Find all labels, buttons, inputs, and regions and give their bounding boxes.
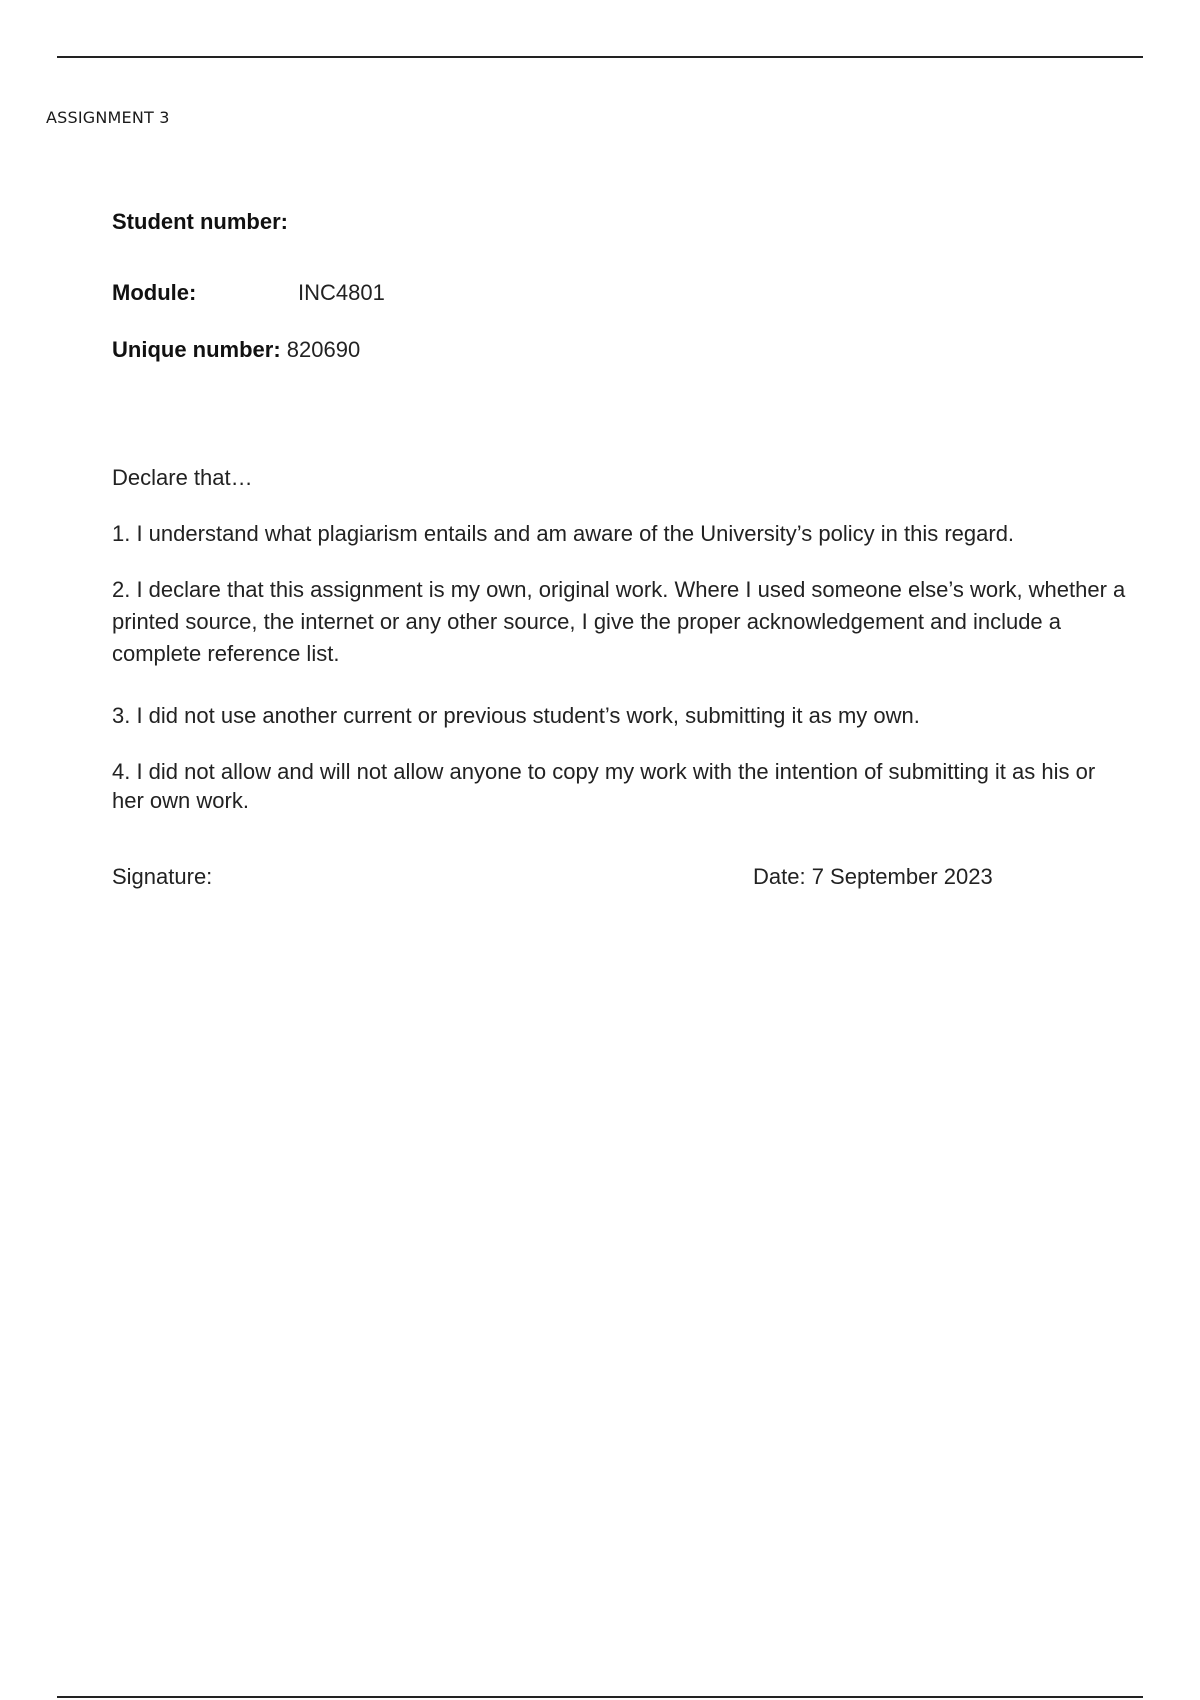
declaration-item-1: 1. I understand what plagiarism entails and am aware of the University’s policy in this regard. <box>112 521 1015 546</box>
module-value: INC4801 <box>298 280 385 305</box>
module-field <box>112 277 385 309</box>
unique-number-value: 820690 <box>286 337 361 362</box>
module-label: Module: <box>112 280 197 305</box>
declaration-item-2: 2. I declare that this assignment is my own, original work. Where I used someone else’s work, whether a printed source, the internet or any other source, I give the proper acknowledgement and include a complete reference list. <box>112 577 1126 666</box>
student-number-field <box>112 206 288 238</box>
top-divider <box>57 56 1143 58</box>
unique-number-field <box>112 334 360 366</box>
declaration-item-3: 3. I did not use another current or previous student’s work, submitting it as my own. <box>112 703 920 728</box>
assignment-header: ASSIGNMENT 3 <box>46 108 170 127</box>
bottom-divider <box>57 1696 1143 1698</box>
unique-number-label: Unique number: <box>112 337 281 362</box>
declaration-intro: Declare that… <box>112 465 253 490</box>
declaration-item-4: 4. I did not allow and will not allow anyone to copy my work with the intention of submitting it as his or her own work. <box>112 759 1096 813</box>
date-text: Date: 7 September 2023 <box>753 864 993 889</box>
student-number-label: Student number: <box>112 209 288 234</box>
signature-label: Signature: <box>112 864 213 889</box>
